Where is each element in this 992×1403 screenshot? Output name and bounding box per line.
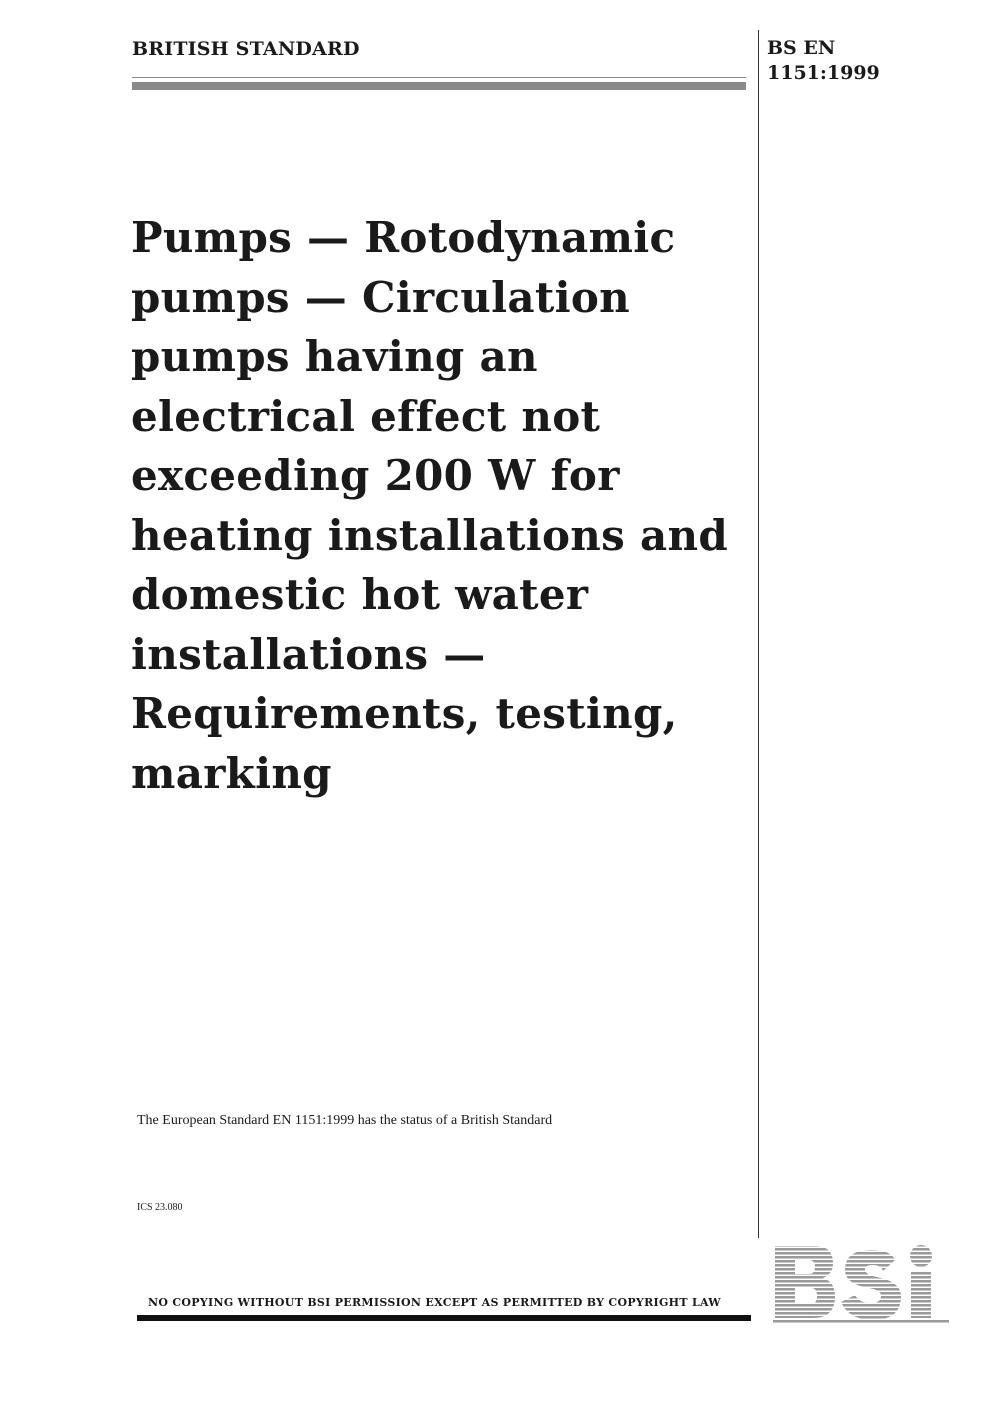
standard-number-prefix: BS EN <box>767 37 836 59</box>
bsi-logo-icon <box>773 1240 949 1324</box>
copyright-notice: NO COPYING WITHOUT BSI PERMISSION EXCEPT AS PERMITTED BY COPYRIGHT LAW <box>148 1296 721 1309</box>
title-line: exceeding 200 W for <box>131 451 620 500</box>
title-line: electrical effect not <box>131 391 601 441</box>
document-series-label: BRITISH STANDARD <box>132 38 360 60</box>
standard-number-code: 1151:1999 <box>767 62 880 84</box>
header-thick-rule <box>132 82 746 90</box>
status-statement: The European Standard EN 1151:1999 has the status of a British Standard <box>137 1113 553 1128</box>
title-line: installations — <box>131 629 486 679</box>
title-line: Pumps — Rotodynamic <box>131 213 676 262</box>
standard-number <box>767 36 880 86</box>
title-line: Requirements, testing, <box>131 689 678 738</box>
title-line: pumps having an <box>131 332 538 381</box>
title-line: pumps — Circulation <box>131 272 630 322</box>
title-line: marking <box>131 748 332 798</box>
title-line: domestic hot water <box>131 570 589 619</box>
document-title <box>131 208 751 803</box>
title-line: heating installations and <box>131 510 729 560</box>
column-divider <box>758 30 759 1238</box>
header-thin-rule <box>132 77 746 78</box>
footer-rule <box>137 1315 751 1321</box>
ics-code: ICS 23.080 <box>137 1202 183 1213</box>
